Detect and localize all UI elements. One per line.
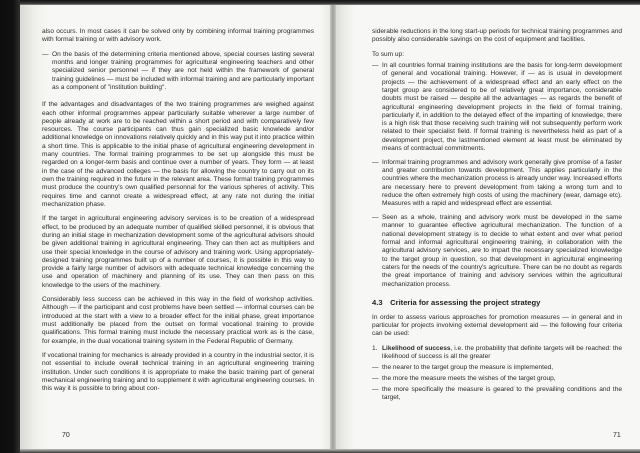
list-item-text: In all countries formal training institutions are the basis for long-term development of general and vocational training. However, if — as is usual in development projects — the achievement of a widespread effect and an early effect on the target group are considered to be of relatively great importance, considerable doubts must be raised — despite all the advantages — as regards the benefit of agricultural engineering development projects in the field of formal training, particularly if, in addition to the delayed effect of the imparting of knowledge, there is a high risk that those receiving such training will not subsequently perform work related to their specialist field. If formal training is nevertheless held as part of a development project, the lastmentioned element at least must be eliminated by means of contractual commitments. bbox=[382, 62, 622, 153]
scan-bottom-edge bbox=[20, 449, 640, 453]
section-heading bbox=[372, 298, 622, 308]
dash-list-item bbox=[372, 159, 622, 209]
list-item-text: Informal training programmes and advisory work generally give promise of a faster and greater contribution towards development. This applies particularly in the countries where the mechanization process is already under way. Increased efforts are necessary here to prevent development from taking a wrong turn and to reduce the often extremely high costs of using the machinery (wear, damage etc). Measures with a rapid and widespread effect are essential. bbox=[382, 158, 622, 208]
dash-list-item bbox=[42, 51, 314, 92]
paragraph: If the target in agricultural engineering advisory services is to be creation of a widespread effect, to be produced by an adequate number of qualified skilled personnel, it is obvious that during an initial stage in mechanization development some of the agricultural advisors should be given additional training in agricultural engineering. They can then act as multipliers and use their special knowledge in the course of advisory and training work. Using appropriately-designed training programmes built up of a number of courses, it is possible in this way to provide a fairly large number of advisors with adequate technical knowledge concerning the use and operation of machinery and planning of its use. They can then pass on this knowledge to the users of the machinery. bbox=[42, 215, 314, 289]
section-number: 4.3 bbox=[372, 297, 383, 307]
dash-list-item bbox=[372, 214, 622, 289]
criterion-sub-item bbox=[372, 364, 622, 372]
list-item-text: the more specifically the measure is geared to the prevailing conditions and the target, bbox=[382, 385, 622, 401]
criterion-term: Likelihood of success bbox=[382, 344, 451, 352]
dash-bullet: — bbox=[372, 385, 379, 393]
paragraph: If the advantages and disadvantages of the two training programmes are weighed against each other informal programmes appear particularly suitable wherever a large number of people already at work are to be reached within a short period and with comparatively few resources. The course participants can thus gain specialized basic knowlede and/or additional knowledge on innovations relatively quickly and in this way put it into practice within a short time. This is applicable to the initial phase of agricultural engineering development in many countries. The formal training programmes to be set up alongside this must be regarded on a longer-term basis and continue over a number of years. They form — at least in the case of the advanced colleges — the basis for allowing the country to carry out on its own the training required in the future in the relevant area. These formal training programmes must produce the country's own qualified personnal for the various spheres of activity. This requires time and cannot create a widespread effect, at any rate not during the initial mechanization phase. bbox=[42, 101, 314, 208]
dash-bullet: — bbox=[372, 374, 379, 382]
paragraph: siderable reductions in the long start-up periods for technical training programmes and possibly also considerable savings on the cost of equipment and facilities. bbox=[372, 28, 622, 44]
paragraph: If vocational training for mechanics is already provided in a country in the industrial sector, it is not essential to include overall technical training in an agricultural engineering training institution. Under such conditions it is appropriate to make the basic training part of general mechanical engineering training and to supplement it with agricultural engineering courses. In this way it is possible to bring about con- bbox=[42, 352, 314, 393]
dash-bullet: — bbox=[42, 50, 49, 58]
section-intro: In order to assess various approaches for promotion measures — in general and in particular for projects involving external development aid — the following four criteria can be used: bbox=[372, 313, 622, 338]
page-number: 70 bbox=[62, 432, 70, 439]
right-page-text bbox=[372, 28, 622, 405]
criterion-sub-item bbox=[372, 375, 622, 383]
criterion-sub-item bbox=[372, 386, 622, 403]
criterion-number: 1. bbox=[372, 344, 378, 352]
dash-bullet: — bbox=[372, 158, 379, 166]
list-item-text: On the basis of the determining criteria mentioned above, special courses lasting several months and longer training programmes for agricultural engineering teachers and other specialized senior personnel — if they are not held within the framework of general training guidelines — must be included with informal training and are particularly important as a component of "institution building". bbox=[52, 50, 314, 91]
book-gutter bbox=[330, 5, 336, 453]
dash-bullet: — bbox=[372, 363, 379, 371]
dash-bullet: — bbox=[372, 214, 379, 222]
paragraph: To sum up: bbox=[372, 50, 405, 58]
page-number: 71 bbox=[613, 432, 621, 439]
dash-list-item bbox=[372, 62, 622, 153]
list-item-text: Seen as a whole, training and advisory work must be developed in the same manner to guarantee effective agricultural mechanization. The function of a national development strategy is to decide to what extent and over what period formal and informal agricultural engineering training, in collaboration with the agricultural advisory services, are to impart the necessary specialized knowledge to the target group in question, so that development in agricultural engineering caters for the needs of the country's agriculture. There can be no doubt as regards the great importance of training and advisory services within the agricultural mechanization process. bbox=[382, 214, 622, 288]
paragraph: also occurs. In most cases it can be solved only by combining informal training programmes with formal training or with advisory work. bbox=[42, 28, 314, 44]
scan-dark-edge bbox=[0, 0, 22, 453]
list-item-text: the nearer to the target group the measure is implemented, bbox=[382, 363, 554, 371]
list-item-text: the more the measure meets the wishes of the target group, bbox=[382, 374, 556, 382]
section-title: Criteria for assessing the project strategy bbox=[390, 297, 541, 307]
dash-bullet: — bbox=[372, 62, 379, 70]
numbered-criterion bbox=[372, 345, 622, 362]
paragraph: Considerably less success can be achieved in this way in the field of workshop activities. Although — if the participant and cost problems have been settled — informal courses can be introduced at the start with a view to a broader effect for the initial phase, great importance must additionally be placed from the outset on formal vocational training to provide qualifications. This formal training must include the necessary practical work as is the case, for example, in the dual vocational training system in the Federal Republic of Germany. bbox=[42, 296, 314, 345]
left-page-text bbox=[42, 28, 314, 400]
criterion-text: , i.e. the probability that definite targets will be reached: the likelihood of success is all the greater bbox=[382, 344, 623, 361]
